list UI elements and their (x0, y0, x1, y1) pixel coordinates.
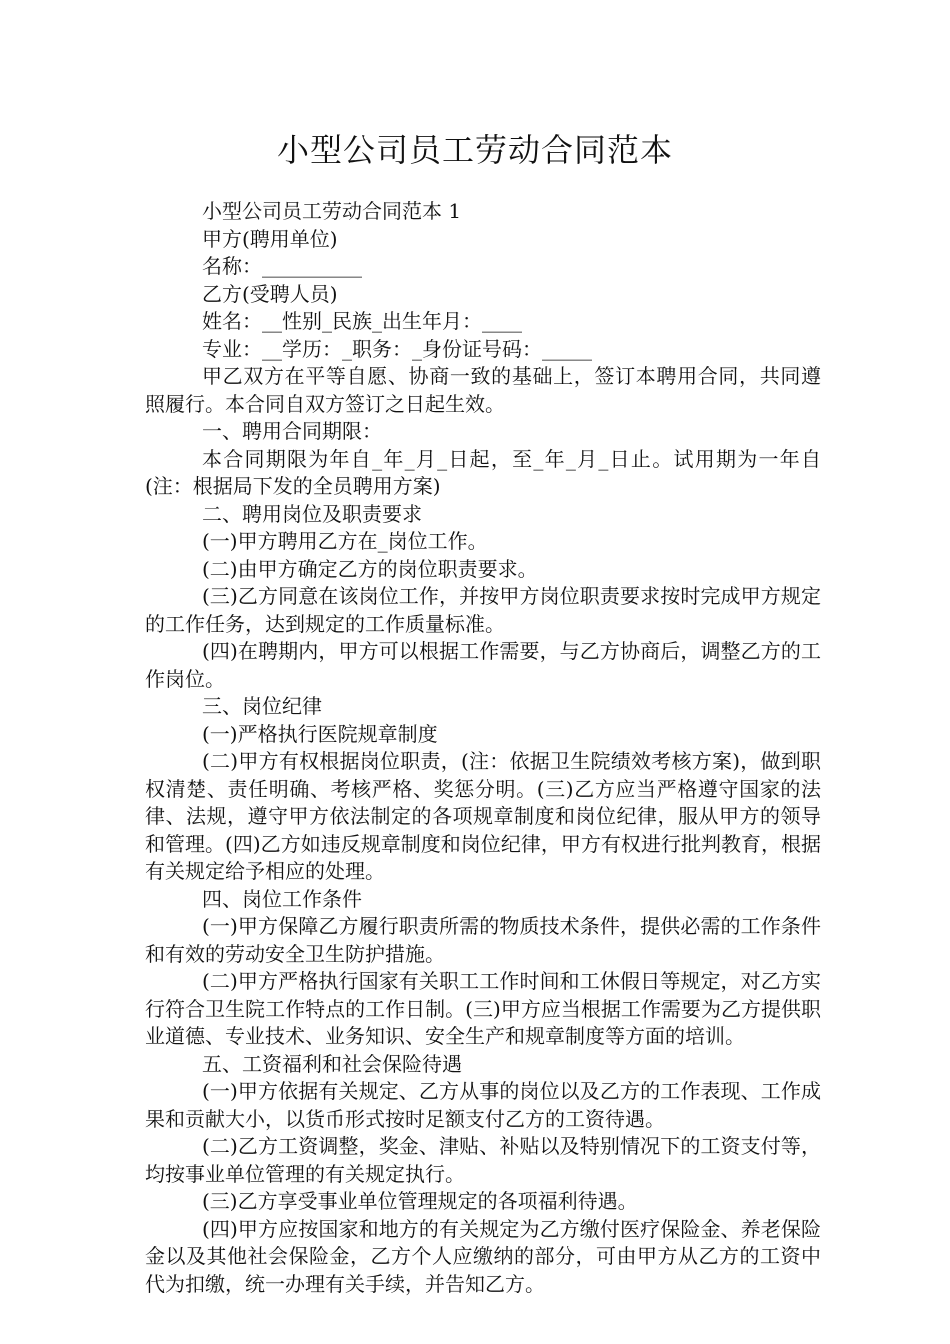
party-a-name-field: 名称：__________ (202, 254, 362, 278)
paragraph: (四)甲方应按国家和地方的有关规定为乙方缴付医疗保险金、养老保险金以及其他社会保险金，乙方个人应缴纳的部分，可由甲方从乙方的工资中代为扣缴，统一办理有关手续，并告知乙方。 (145, 1216, 821, 1296)
paragraph: (二)由甲方确定乙方的岗位职责要求。 (202, 556, 538, 581)
paragraph: (三)乙方同意在该岗位工作，并按甲方岗位职责要求按时完成甲方规定的工作任务，达到规定的工作质量标准。 (145, 584, 821, 636)
clause-heading: 三、岗位纪律 (202, 694, 322, 718)
paragraph: (四)在聘期内，甲方可以根据工作需要，与乙方协商后，调整乙方的工作岗位。 (145, 639, 821, 691)
paragraph: (二)乙方工资调整，奖金、津贴、补贴以及特别情况下的工资支付等，均按事业单位管理的有关规定执行。 (145, 1134, 821, 1186)
document-body (145, 198, 821, 1298)
section-heading: 小型公司员工劳动合同范本 1 (202, 199, 462, 223)
paragraph: (三)乙方享受事业单位管理规定的各项福利待遇。 (202, 1189, 638, 1213)
clause-heading: 五、工资福利和社会保险待遇 (202, 1051, 462, 1076)
paragraph: (一)甲方依据有关规定、乙方从事的岗位以及乙方的工作表现、工作成果和贡献大小，以货币形式按时足额支付乙方的工资待遇。 (145, 1079, 821, 1131)
document-title: 小型公司员工劳动合同范本 (276, 131, 673, 169)
clause-heading: 四、岗位工作条件 (202, 886, 362, 911)
party-a-label: 甲方(聘用单位) (202, 226, 338, 251)
party-b-label: 乙方(受聘人员) (202, 281, 338, 306)
clause-heading: 二、聘用岗位及职责要求 (202, 501, 422, 526)
paragraph: 甲乙双方在平等自愿、协商一致的基础上，签订本聘用合同，共同遵照履行。本合同自双方签订之日起生效。 (145, 364, 821, 416)
paragraph: (二)甲方严格执行国家有关职工工作时间和工休假日等规定，对乙方实行符合卫生院工作特点的工作日制。(三)甲方应当根据工作需要为乙方提供职业道德、专业技术、业务知识、安全生产和规章制度等方面的培训。 (145, 969, 821, 1048)
clause-heading: 一、聘用合同期限： (202, 419, 382, 443)
party-b-info-line: 姓名：__性别_民族_出生年月：____ (202, 309, 522, 333)
paragraph: (一)甲方保障乙方履行职责所需的物质技术条件，提供必需的工作条件和有效的劳动安全卫生防护措施。 (145, 914, 821, 966)
paragraph: (一)严格执行医院规章制度 (202, 721, 438, 746)
party-b-info-line: 专业：__学历：_职务：_身份证号码：_____ (202, 336, 592, 361)
paragraph: 本合同期限为年自_年_月_日起，至_年_月_日止。试用期为一年自(注：根据局下发的全员聘用方案) (145, 446, 821, 498)
paragraph: (二)甲方有权根据岗位职责，(注：依据卫生院绩效考核方案)，做到职权清楚、责任明确、考核严格、奖惩分明。(三)乙方应当严格遵守国家的法律、法规，遵守甲方依法制定的各项规章制度和岗位纪律，服从甲方的领导和管理。(四)乙方如违反规章制度和岗位纪律，甲方有权进行批判教育，根据有关规定给予相应的处理。 (145, 749, 821, 883)
paragraph: (一)甲方聘用乙方在_岗位工作。 (202, 529, 488, 553)
